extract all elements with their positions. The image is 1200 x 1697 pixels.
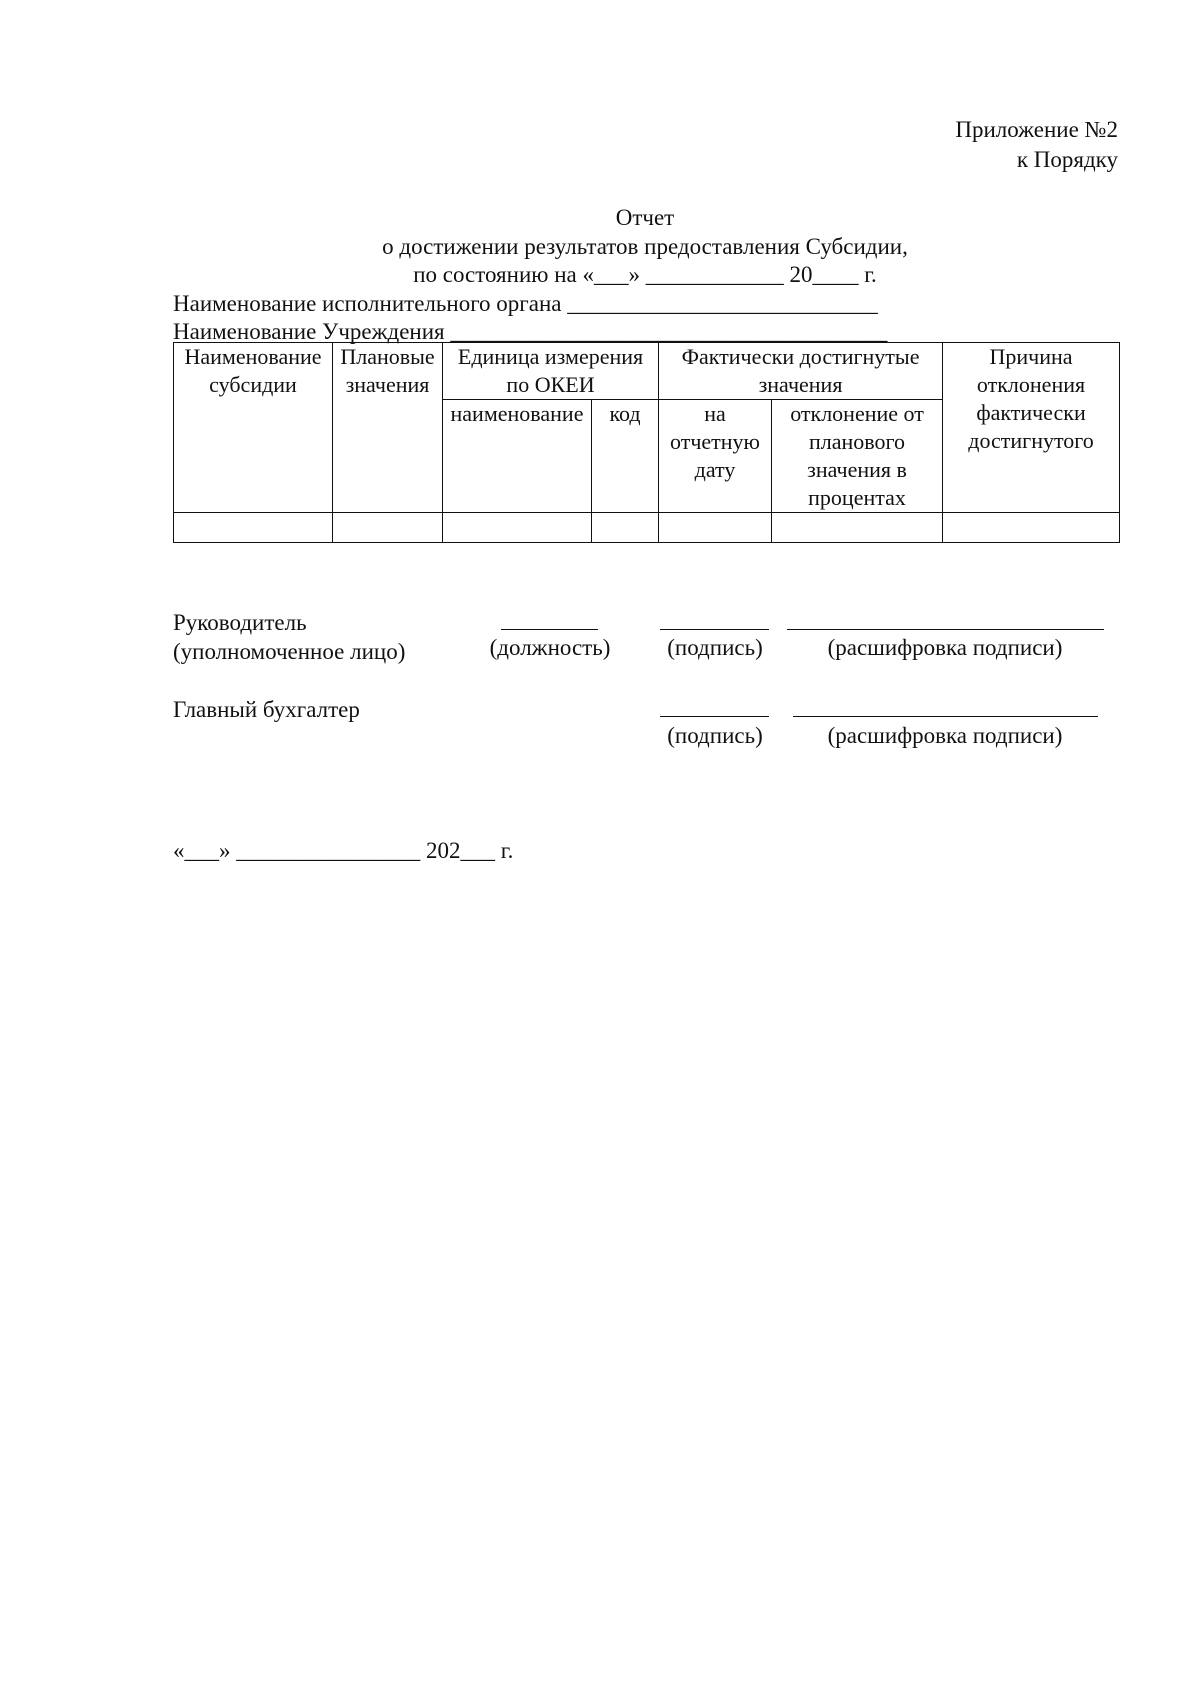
table-cell[interactable]	[659, 513, 772, 543]
head-label: Руководитель	[173, 610, 307, 635]
header-actual-on-date: на отчетную дату	[659, 400, 772, 513]
document-title: Отчет	[615, 205, 675, 230]
position-signature-line[interactable]	[501, 629, 598, 630]
head-decoding-caption: (расшифровка подписи)	[827, 635, 1063, 660]
report-date-line: по состоянию на «___» ____________ 20____ г.	[413, 262, 877, 287]
header-unit-code: код	[592, 400, 659, 513]
executive-body-field: Наименование исполнительного органа ___________________________	[173, 291, 878, 316]
accountant-signature-line[interactable]	[660, 716, 769, 717]
table-cell[interactable]	[592, 513, 659, 543]
accountant-decoding-line[interactable]	[793, 716, 1098, 717]
header-actual-values: Фактически достигнутые значения	[659, 343, 943, 400]
header-unit-okei: Единица измерения по ОКЕИ	[443, 343, 659, 400]
header-planned-values: Плановые значения	[333, 343, 443, 513]
accountant-label: Главный бухгалтер	[173, 697, 360, 722]
table-cell[interactable]	[943, 513, 1120, 543]
header-actual-deviation: отклонение от планового значения в процентах	[772, 400, 943, 513]
report-table	[173, 342, 1120, 543]
document-subtitle: о достижении результатов предоставления Субсидии,	[382, 234, 908, 259]
head-decoding-line[interactable]	[787, 629, 1104, 630]
header-subsidy-name: Наименование субсидии	[174, 343, 333, 513]
table-cell[interactable]	[772, 513, 943, 543]
header-deviation-reason: Причина отклонения фактически достигнутого	[943, 343, 1120, 513]
appendix-number: Приложение №2	[955, 117, 1118, 142]
institution-field: Наименование Учреждения ______________________________________	[173, 319, 888, 344]
accountant-signature-caption: (подпись)	[667, 723, 763, 748]
position-caption: (должность)	[489, 635, 611, 660]
header-unit-name: наименование	[443, 400, 592, 513]
head-signature-caption: (подпись)	[667, 635, 763, 660]
table-cell[interactable]	[333, 513, 443, 543]
table-cell[interactable]	[174, 513, 333, 543]
table-header-row-1	[174, 343, 1120, 400]
appendix-reference: к Порядку	[1016, 147, 1118, 172]
date-line: «___» ________________ 202___ г.	[173, 838, 514, 863]
head-label-authorized: (уполномоченное лицо)	[173, 639, 406, 664]
head-signature-line[interactable]	[660, 629, 769, 630]
table-cell[interactable]	[443, 513, 592, 543]
table-row	[174, 513, 1120, 543]
accountant-decoding-caption: (расшифровка подписи)	[827, 723, 1063, 748]
